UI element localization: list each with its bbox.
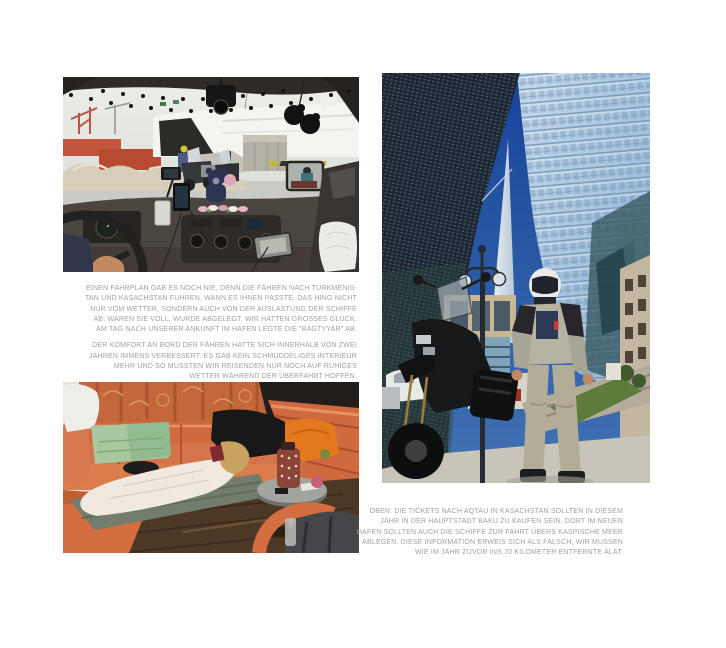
patterned-thermos (277, 442, 300, 488)
body-text-line: AM TAG NACH UNSERER ANKUNFT IM HAFEN LEGTE DIE "BAGTYYAR" AB. (96, 326, 357, 334)
photo-baku-towers-rider (382, 73, 650, 483)
plastic-bag (63, 384, 99, 432)
body-text-line: DER KOMFORT AN BORD DER FÄHREN HATTE SICH INNERHALB VON ZWEI (92, 342, 357, 350)
stone-building (620, 255, 650, 465)
white-remote-device (155, 201, 170, 225)
body-text-line: MEHR UND SO MUSSTEN WIR REISENDEN NUR NOCH AUF RUHIGES (113, 363, 357, 371)
body-text-line: TAN UND KASACHSTAN FUHREN, WANN ES IHNEN PASSTE. DAS HING NICHT (84, 295, 357, 303)
body-text-block (10, 284, 357, 383)
photo-caption-block (310, 507, 623, 558)
photo-truck-cab-port (63, 77, 359, 272)
grey-tablet (254, 233, 293, 260)
pink-flowers-bunch (224, 174, 236, 186)
caption-line: HAFEN SOLLTEN AUCH DIE SCHIFFE ZUR FAHRT ÜBERS KASPISCHE MEER (356, 528, 623, 536)
body-text-line: JAHREN IMMENS VERBESSERT. ES GAB KEIN SCHMUDDELIGES INTERIEUR (89, 352, 357, 360)
pink-pouch (311, 476, 323, 488)
caption-line: OBEN: DIE TICKETS NACH AQTAU IN KASACHSTAN SOLLTEN IN DIESEM (369, 508, 623, 515)
mounted-phone (173, 183, 190, 211)
body-text-line: AB: WAREN SIE VOLL, WURDE ABGELEGT. WIR HATTEN GROSSES GLÜCK: (93, 315, 357, 323)
caption-line: JAHR IN DER HAUPTSTADT BAKU ZU KAUFEN SEIN. DORT IM NEUEN (380, 518, 623, 526)
body-text-line: EINEN FAHRPLAN GAB ES NOCH NIE, DENN DIE FÄHREN NACH TURKMENIS- (85, 285, 357, 292)
body-text-line: WETTER WÄHREND DER ÜBERFAHRT HOFFEN. (189, 373, 357, 381)
plastic-bag (319, 221, 357, 272)
water-bottle (285, 518, 296, 546)
body-paragraph-2 (10, 341, 357, 382)
caption-line: WIE IM JAHR ZUVOR INS 70 KILOMETER ENTFERNTE ALAT. (414, 549, 623, 557)
green-towels (91, 422, 171, 464)
caption-line: ABLEGEN. DIESE INFORMATION ERWEIS SICH ALS FALSCH, WIR MÜSSEN (362, 538, 623, 546)
body-text-line: NUR VOM WETTER, SONDERN AUCH VON DER AUSLASTUNG DER SCHIFFE (90, 305, 357, 313)
body-paragraph-1 (10, 284, 357, 335)
side-mirror (287, 162, 323, 190)
